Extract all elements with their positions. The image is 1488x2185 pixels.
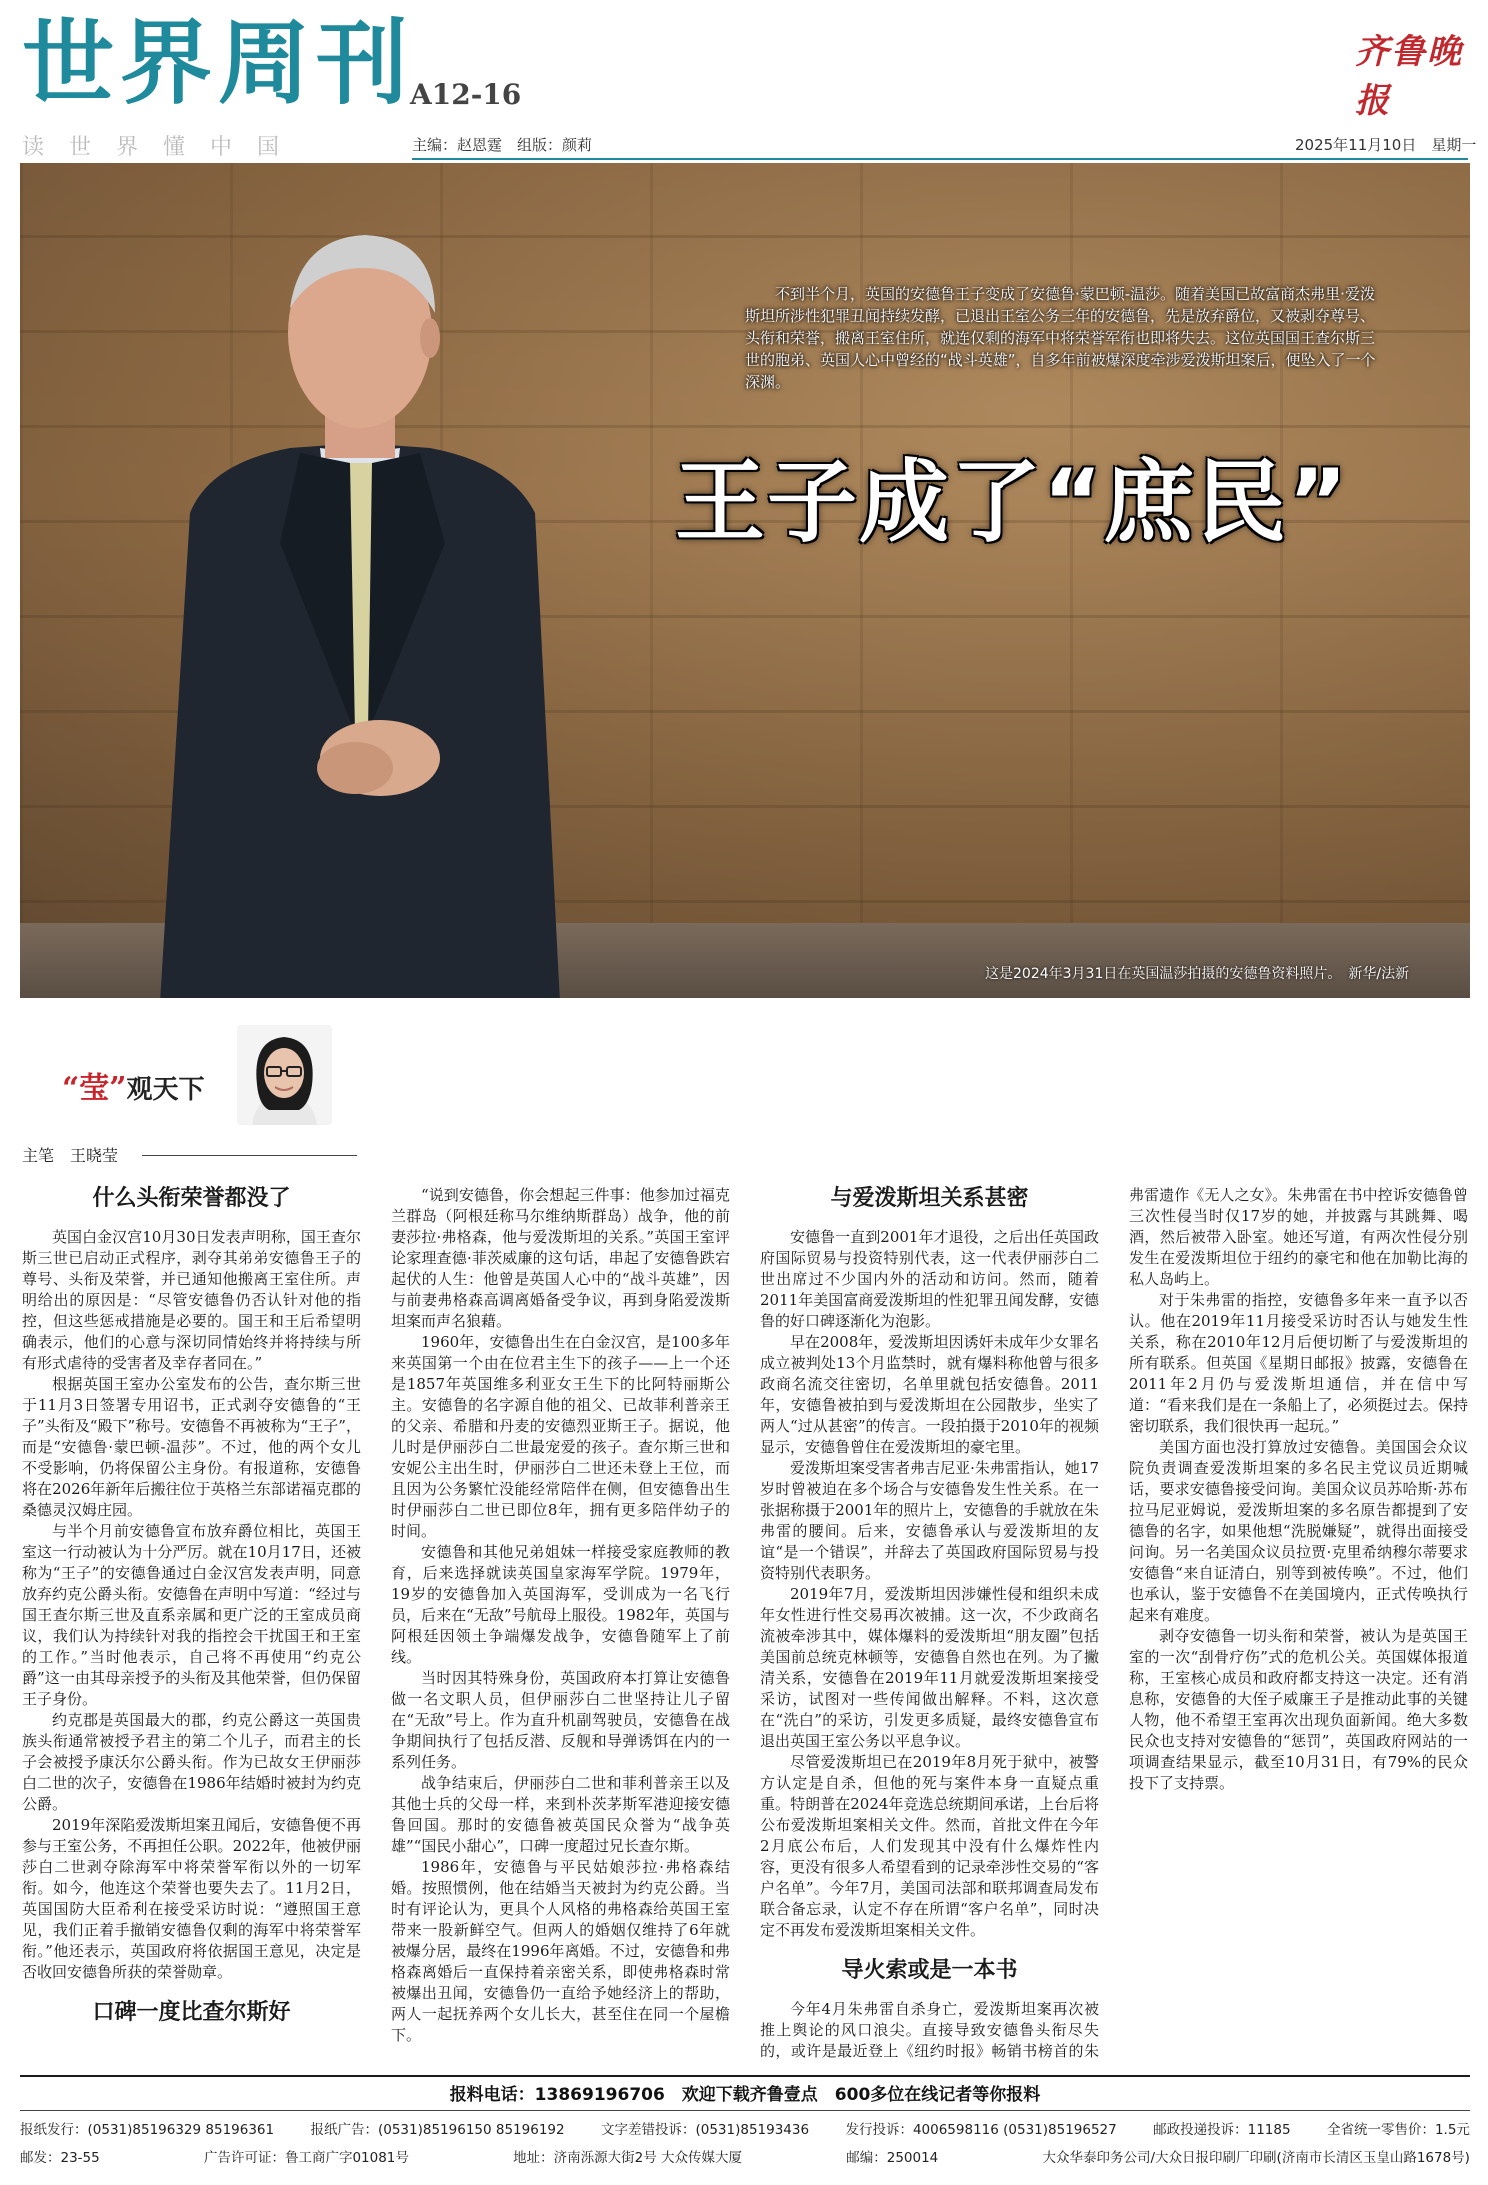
paragraph: 英国白金汉宫10月30日发表声明称，国王查尔斯三世已启动正式程序，剥夺其弟弟安德鲁王子的尊号、头衔及荣誉，并已通知他搬离王室住所。声明给出的原因是：“尽管安德鲁仍否认针对他的指控，但这些惩戒措施是必要的。国王和王后希望明确表示，他们的心意与深切同情始终并将持续与所有形式虐待的受害者及幸存者同在。” [22, 1228, 361, 1372]
paragraph: 早在2008年，爱泼斯坦因诱奸未成年少女罪名成立被判处13个月监禁时，就有爆料称他曾与很多政商名流交往密切，名单里就包括安德鲁。2011年，安德鲁被拍到与爱泼斯坦在公园散步，坐实了两人“过从甚密”的传言。一段拍摄于2010年的视频显示，安德鲁曾住在爱泼斯坦的豪宅里。 [760, 1333, 1099, 1456]
footer-contacts [20, 2118, 1470, 2138]
column-byline [22, 1015, 357, 1180]
paragraph: 1960年，安德鲁出生在白金汉宫，是100多年来英国第一个由在位君主生下的孩子——上一个还是1857年英国维多利亚女王生下的比阿特丽斯公主。安德鲁的名字源自他的祖父、已故菲利普亲王的父亲、希腊和丹麦的安德烈亚斯王子。据说，他儿时是伊丽莎白二世最宠爱的孩子。查尔斯三世和安妮公主出生时，伊丽莎白二世还未登上王位，而且因为公务繁忙没能经常陪伴在侧，但安德鲁出生时伊丽莎白二世已即位8年，拥有更多陪伴幼子的时间。 [391, 1333, 730, 1540]
issue-date: 2025年11月10日 星期一 [1295, 136, 1477, 154]
paragraph: 约克郡是英国最大的郡，约克公爵这一英国贵族头衔通常被授予君主的第二个儿子，而君主的长子会被授予康沃尔公爵头衔。作为已故女王伊丽莎白二世的次子，安德鲁在1986年结婚时被封为约克公爵。 [22, 1711, 361, 1813]
footer-item: 地址：济南泺源大街2号 大众传媒大厦 [513, 2150, 743, 2166]
editor-credits: 主编：赵恩霆 组版：颜莉 [412, 136, 593, 154]
section-heading: 什么头衔荣誉都没了 [92, 1186, 291, 1211]
paragraph: 战争结束后，伊丽莎白二世和菲利普亲王以及其他士兵的父母一样，来到朴茨茅斯军港迎接安德鲁回国。那时的安德鲁被英国民众誉为“战争英雄”“国民小甜心”，口碑一度超过兄长查尔斯。 [391, 1774, 730, 1855]
masthead-rule [412, 158, 1468, 160]
section-heading: 与爱泼斯坦关系甚密 [830, 1186, 1029, 1211]
photo-caption: 这是2024年3月31日在英国温莎拍摄的安德鲁资料照片。 新华/法新 [985, 966, 1410, 982]
paragraph: 爱泼斯坦案受害者弗吉尼亚·朱弗雷指认，她17岁时曾被迫在多个场合与安德鲁发生性关系。在一张据称摄于2001年的照片上，安德鲁的手就放在朱弗雷的腰间。后来，安德鲁承认与爱泼斯坦的友谊“是一个错误”，并辞去了英国政府国际贸易与投资特别代表职务。 [760, 1459, 1099, 1582]
footer-item: 邮政投递投诉：11185 [1153, 2122, 1291, 2138]
footer-item: 报纸广告：(0531)85196150 85196192 [310, 2122, 565, 2138]
article-body [22, 1185, 1468, 2065]
paragraph: “说到安德鲁，你会想起三件事：他参加过福克兰群岛（阿根廷称马尔维纳斯群岛）战争，他的前妻莎拉·弗格森，他与爱泼斯坦的关系。”英国王室评论家理查德·菲茨威廉的这句话，串起了安德鲁跌宕起伏的人生：他曾是英国人心中的“战斗英雄”，因与前妻弗格森高调离婚备受争议，再到身陷爱泼斯坦案而声名狼藉。 [391, 1186, 730, 1330]
paragraph: 根据英国王室办公室发布的公告，查尔斯三世于11月3日签署专用诏书，正式剥夺安德鲁的“王子”头衔及“殿下”称号。安德鲁不再被称为“王子”，而是“安德鲁·蒙巴顿-温莎”。不过，他的两个女儿不受影响，仍将保留公主身份。有报道称，安德鲁将在2026年新年后搬往位于英格兰东部诺福克郡的桑德灵汉姆庄园。 [22, 1375, 361, 1519]
column-title-text: 观天下 [126, 1075, 205, 1105]
paragraph: 当时因其特殊身份，英国政府本打算让安德鲁做一名文职人员，但伊丽莎白二世坚持让儿子留在“无敌”号上。作为直升机副驾驶员，安德鲁在战争期间执行了包括反潜、反舰和导弹诱饵在内的一系列任务。 [391, 1669, 730, 1771]
paragraph: 尽管爱泼斯坦已在2019年8月死于狱中，被警方认定是自杀，但他的死与案件本身一直疑点重重。特朗普在2024年竞选总统期间承诺，上台后将公布爱泼斯坦案相关文件。然而，首批文件在今年2月底公布后，人们发现其中没有什么爆炸性内容，更没有很多人希望看到的记录牵涉性交易的“客户名单”。今年7月，美国司法部和联邦调查局发布联合备忘录，认定不存在所谓“客户名单”，同时决定不再发布爱泼斯坦案相关文件。 [760, 1753, 1099, 1939]
section-heading: 导火索或是一本书 [841, 1958, 1018, 1983]
paragraph: 美国方面也没打算放过安德鲁。美国国会众议院负责调查爱泼斯坦案的多名民主党议员近期喊话，要求安德鲁接受问询。美国众议员苏哈斯·苏布拉马尼亚姆说，爱泼斯坦案的多名原告都提到了安德鲁的名字，如果他想“洗脱嫌疑”，就得出面接受问询。另一名美国众议员拉贾·克里希纳穆尔蒂要求安德鲁“来自证清白，别等到被传唤”。不过，他们也承认，鉴于安德鲁不在美国境内，正式传唤执行起来有难度。 [1129, 1438, 1468, 1624]
column-title [62, 1063, 205, 1107]
paragraph: 2019年深陷爱泼斯坦案丑闻后，安德鲁便不再参与王室公务，不再担任公职。2022年，他被伊丽莎白二世剥夺除海军中将荣誉军衔以外的一切军衔。如今，他连这个荣誉也要失去了。11月2日，英国国防大臣希利在接受采访时说：“遵照国王意见，我们正着手撤销安德鲁仅剩的海军中将荣誉军衔。”他还表示，英国政府将依据国王意见，决定是否收回安德鲁所获的荣誉勋章。 [22, 1816, 361, 1981]
section-heading: 口碑一度比查尔斯好 [92, 2000, 291, 2025]
paragraph: 与半个月前安德鲁宣布放弃爵位相比，英国王室这一行动被认为十分严厉。就在10月17日，还被称为“王子”的安德鲁通过白金汉宫发表声明，同意放弃约克公爵头衔。安德鲁在声明中写道：“经过与国王查尔斯三世及直系亲属和更广泛的王室成员商议，我们认为持续针对我的指控会干扰国王和王室的工作。”当时他表示，自己将不再使用“约克公爵”这一由其母亲授予的头衔及其他荣誉，但仍保留王子身份。 [22, 1522, 361, 1708]
column-title-mark: “莹” [62, 1071, 127, 1106]
hero-photo [20, 163, 1470, 998]
author-portrait-icon [237, 1025, 332, 1125]
paragraph: 安德鲁一直到2001年才退役，之后出任英国政府国际贸易与投资特别代表，这一代表伊丽莎白二世出席过不少国内外的活动和访问。然而，随着2011年美国富商爱泼斯坦的性犯罪丑闻发酵，安德鲁的好口碑逐渐化为泡影。 [760, 1228, 1099, 1330]
footer-publisher [20, 2146, 1470, 2166]
footer-item: 报纸发行：(0531)85196329 85196361 [20, 2122, 275, 2138]
footer-item: 发行投诉：4006598116 (0531)85196527 [845, 2122, 1117, 2138]
footer-item: 广告许可证：鲁工商广字01081号 [203, 2150, 409, 2166]
news-hotline: 报料电话：13869196706 欢迎下载齐鲁壹点 600多位在线记者等你报料 [449, 2085, 1041, 2105]
footer-item: 大众华泰印务公司/大众日报印刷厂印刷(济南市长清区玉皇山路1678号) [1042, 2150, 1470, 2166]
footer-item: 文字差错投诉：(0531)85193436 [600, 2122, 810, 2138]
person-figure [150, 213, 570, 998]
paragraph: 剥夺安德鲁一切头衔和荣誉，被认为是英国王室的一次“刮骨疗伤”式的危机公关。英国媒体报道称，王室核心成员和政府都支持这一决定。还有消息称，安德鲁的大侄子威廉王子是推动此事的关键人物，他不希望王室再次出现负面新闻。绝大多数民众也支持对安德鲁的“惩罚”，英国政府网站的一项调查结果显示，截至10月31日，有79%的民众投下了支持票。 [1129, 1627, 1468, 1792]
section-1 [22, 1185, 361, 1983]
section-3 [760, 1185, 1099, 1941]
main-headline: 王子成了“庶民” [675, 450, 1350, 555]
article-columns [22, 1185, 1468, 2065]
paragraph: 1986年，安德鲁与平民姑娘莎拉·弗格森结婚。按照惯例，他在结婚当天被封为约克公爵。当时有评论认为，更具个人风格的弗格森给英国王室带来一股新鲜空气。但两人的婚姻仅维持了6年就被爆分居，最终在1996年离婚。不过，安德鲁和弗格森离婚后一直保持着亲密关系，即使弗格森时常被爆出丑闻，安德鲁仍一直给予她经济上的帮助，两人一起抚养两个女儿长大，甚至住在同一个屋檐下。 [391, 1858, 730, 2044]
page-number: A12-16 [410, 78, 522, 111]
footer-item: 全省统一零售价：1.5元 [1326, 2122, 1470, 2138]
footer-rule [20, 2075, 1470, 2077]
paragraph: 今年4月朱弗雷自杀身亡，爱泼斯坦案再次被推上舆论的风口浪尖。直接导致安德鲁头衔尽失的，或许是最近登上《纽约时报》畅销书榜首的朱弗雷遗作《无人之女》。朱弗雷在书中控诉安德鲁曾三次性侵当时仅17岁的她，并披露与其跳舞、喝酒，然后被带入卧室。她还写道，有两次性侵分别发生在爱泼斯坦位于纽约的豪宅和他在加勒比海的私人岛屿上。 [760, 1186, 1468, 2060]
masthead-subtitle: 读世界懂中国 [22, 135, 305, 160]
paragraph: 安德鲁和其他兄弟姐妹一样接受家庭教师的教育，后来选择就读英国皇家海军学院。1979年，19岁的安德鲁加入英国海军，受训成为一名飞行员，后来在“无敌”号航母上服役。1982年，英国与阿根廷因领土争端爆发战争，安德鲁随军上了前线。 [391, 1543, 730, 1666]
author-rule [142, 1155, 357, 1156]
footer-item: 邮编：250014 [846, 2150, 939, 2166]
masthead-title: 世界周刊 [22, 10, 415, 117]
author-avatar [237, 1025, 332, 1125]
footer-item: 邮发：23-55 [20, 2150, 100, 2166]
footer-rule-thin [20, 2110, 1470, 2111]
paragraph: 2019年7月，爱泼斯坦因涉嫌性侵和组织未成年女性进行性交易再次被捕。这一次，不少政商名流被牵涉其中，媒体爆料的爱泼斯坦“朋友圈”包括美国前总统克林顿等，安德鲁自然也在列。为了撇清关系，安德鲁在2019年11月就爱泼斯坦案接受采访，试图对一些传闻做出解释。不料，这次意在“洗白”的采访，引发更多质疑，最终安德鲁宣布退出英国王室公务以平息争议。 [760, 1585, 1099, 1750]
paragraph: 对于朱弗雷的指控，安德鲁多年来一直予以否认。他在2019年11月接受采访时否认与她发生性关系，称在2010年12月后便切断了与爱泼斯坦的所有联系。但英国《星期日邮报》披露，安德鲁在2011年2月仍与爱泼斯坦通信，并在信中写道：“看来我们是在一条船上了，必须挺过去。保持密切联系，我们很快再一起玩。” [1129, 1291, 1468, 1435]
hero-intro: 不到半个月，英国的安德鲁王子变成了安德鲁·蒙巴顿-温莎。随着美国已故富商杰弗里·爱泼斯坦所涉性犯罪丑闻持续发酵，已退出王室公务三年的安德鲁，先是放弃爵位，又被剥夺尊号、头衔和荣誉，搬离王室住所，就连仅剩的海军中将荣誉军衔也即将失去。这位英国国王查尔斯三世的胞弟、英国人心中曾经的“战斗英雄”，自多年前被爆深度牵涉爱泼斯坦案后，便坠入了一个深渊。 [745, 285, 1376, 391]
newspaper-logo: 齐鲁晚报 [1355, 32, 1463, 121]
author-name: 主笔 王晓莹 [22, 1146, 119, 1165]
